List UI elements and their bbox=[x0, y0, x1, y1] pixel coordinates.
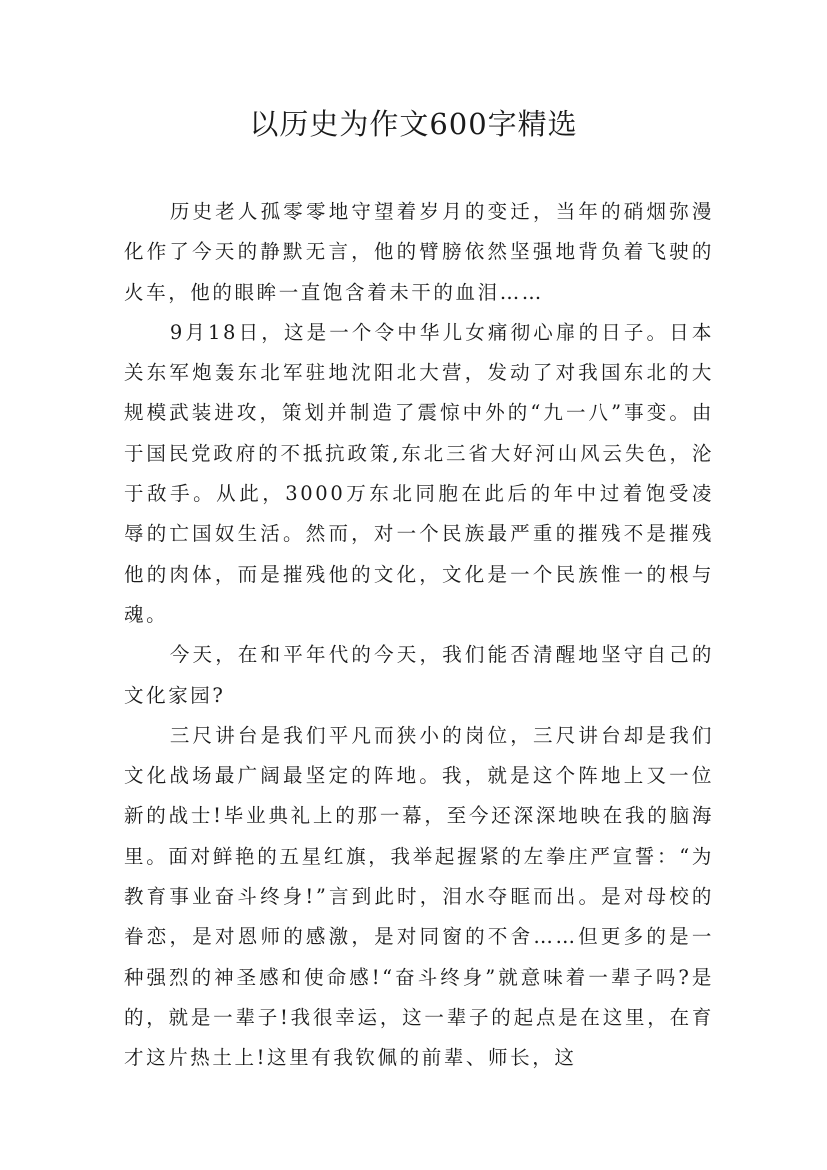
paragraph-4: 三尺讲台是我们平凡而狭小的岗位，三尺讲台却是我们文化战场最广阔最坚定的阵地。我，就是这个阵地上又一位新的战士!毕业典礼上的那一幕，至今还深深地映在我的脑海里。面对鲜艳的五星红旗，我举起握紧的左拳庄严宣誓：“为教育事业奋斗终身!”言到此时，泪水夺眶而出。是对母校的眷恋，是对恩师的感激，是对同窗的不舍……但更多的是一种强烈的神圣感和使命感!“奋斗终身”就意味着一辈子吗?是的，就是一辈子!我很幸运，这一辈子的起点是在这里，在育才这片热土上!这里有我钦佩的前辈、师长，这 bbox=[124, 723, 714, 1070]
paragraph-2: 9月18日，这是一个令中华儿女痛彻心扉的日子。日本关东军炮轰东北军驻地沈阳北大营，发动了对我国东北的大规模武装进攻，策划并制造了震惊中外的“九一八”事变。由于国民党政府的不抵抗政策,东北三省大好河山风云失色，沦于敌手。从此，3000万东北同胞在此后的年中过着饱受凌辱的亡国奴生活。然而，对一个民族最严重的摧残不是摧残他的肉体，而是摧残他的文化，文化是一个民族惟一的根与魂。 bbox=[124, 320, 714, 626]
paragraph-3: 今天，在和平年代的今天，我们能否清醒地坚守自己的文化家园? bbox=[124, 643, 714, 707]
document-title: 以历史为作文600字精选 bbox=[249, 107, 578, 141]
paragraph-1: 历史老人孤零零地守望着岁月的变迁，当年的硝烟弥漫化作了今天的静默无言，他的臂膀依然坚强地背负着飞驶的火车，他的眼眸一直饱含着未干的血泪…… bbox=[124, 200, 714, 304]
document-body bbox=[124, 192, 714, 1079]
